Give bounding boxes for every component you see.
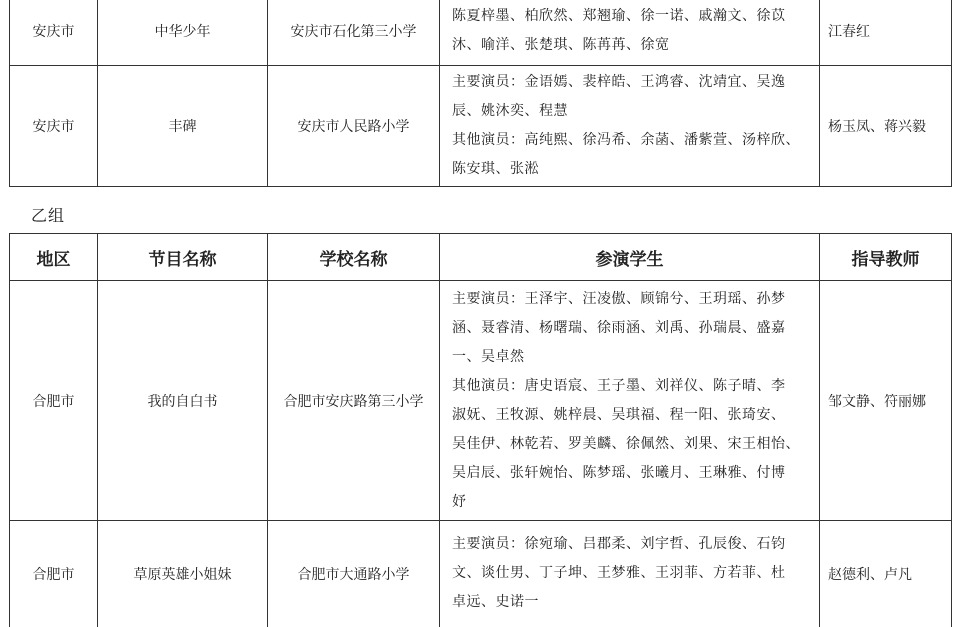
students-line: 其他演员：唐史语宸、王子墨、刘祥仪、陈子晴、李 (452, 377, 786, 394)
group-heading: 乙组 (31, 206, 66, 225)
region-cell: 合肥市 (10, 281, 98, 521)
program-cell: 丰碑 (98, 65, 268, 186)
students-line: 主要演员：金语嫣、裴梓皓、王鸿睿、沈靖宜、吴逸 (452, 73, 786, 90)
teacher-cell: 邹文静、符丽娜 (820, 281, 952, 521)
students-line: 淑妩、王牧源、姚梓晨、吴琪福、程一阳、张琦安、 (452, 406, 786, 423)
header-students: 参演学生 (440, 234, 820, 281)
table-header-row (10, 234, 952, 281)
students-line: 吴启辰、张轩婉怡、陈梦瑶、张曦月、王琳雅、付博 (452, 464, 786, 481)
students-line: 涵、聂睿清、杨曙瑞、徐雨涵、刘禹、孙瑞晨、盛嘉 (452, 319, 786, 336)
table-row (10, 281, 952, 521)
students-line: 陈夏梓墨、柏欣然、郑翘瑜、徐一诺、戚瀚文、徐苡 (452, 8, 786, 25)
header-region: 地区 (10, 234, 98, 281)
table-row (10, 0, 952, 65)
program-cell: 中华少年 (98, 0, 268, 65)
header-program: 节目名称 (98, 234, 268, 281)
region-cell: 安庆市 (10, 65, 98, 186)
students-line: 卓远、史诺一 (452, 594, 539, 611)
school-cell: 合肥市安庆路第三小学 (268, 281, 440, 521)
students-cell (440, 521, 820, 627)
school-cell: 安庆市石化第三小学 (268, 0, 440, 65)
students-line: 其他演员：高纯熙、徐冯希、余菡、潘紫萱、汤梓欣、 (452, 131, 800, 148)
school-cell: 安庆市人民路小学 (268, 65, 440, 186)
table-row (10, 65, 952, 186)
students-line: 妤 (452, 493, 467, 510)
header-teacher: 指导教师 (820, 234, 952, 281)
teacher-cell: 江春红 (820, 0, 952, 65)
students-line: 文、谈仕男、丁子坤、王梦雅、王羽菲、方若菲、杜 (452, 565, 786, 582)
students-line: 沐、喻洋、张楚琪、陈苒苒、徐宽 (452, 37, 670, 54)
students-line: 吴佳伊、林乾若、罗美麟、徐佩然、刘果、宋王相怡、 (452, 435, 800, 452)
students-cell (440, 65, 820, 186)
teacher-cell: 赵德利、卢凡 (820, 521, 952, 627)
table-row (10, 521, 952, 627)
region-cell: 合肥市 (10, 521, 98, 627)
table-group-b (9, 233, 952, 627)
teacher-cell: 杨玉凤、蒋兴毅 (820, 65, 952, 186)
table-group-a (9, 0, 952, 187)
students-cell (440, 0, 820, 65)
students-line: 一、吴卓然 (452, 348, 525, 365)
students-line: 主要演员：王泽宇、汪凌傲、顾锦兮、王玥瑶、孙梦 (452, 290, 786, 307)
students-line: 辰、姚沐奕、程慧 (452, 102, 568, 119)
program-cell: 我的自白书 (98, 281, 268, 521)
school-cell: 合肥市大通路小学 (268, 521, 440, 627)
students-line: 陈安琪、张淞 (452, 160, 539, 177)
header-school: 学校名称 (268, 234, 440, 281)
students-cell (440, 281, 820, 521)
students-line: 主要演员：徐宛瑜、吕郡柔、刘宇哲、孔辰俊、石钧 (452, 536, 786, 553)
region-cell: 安庆市 (10, 0, 98, 65)
program-cell: 草原英雄小姐妹 (98, 521, 268, 627)
